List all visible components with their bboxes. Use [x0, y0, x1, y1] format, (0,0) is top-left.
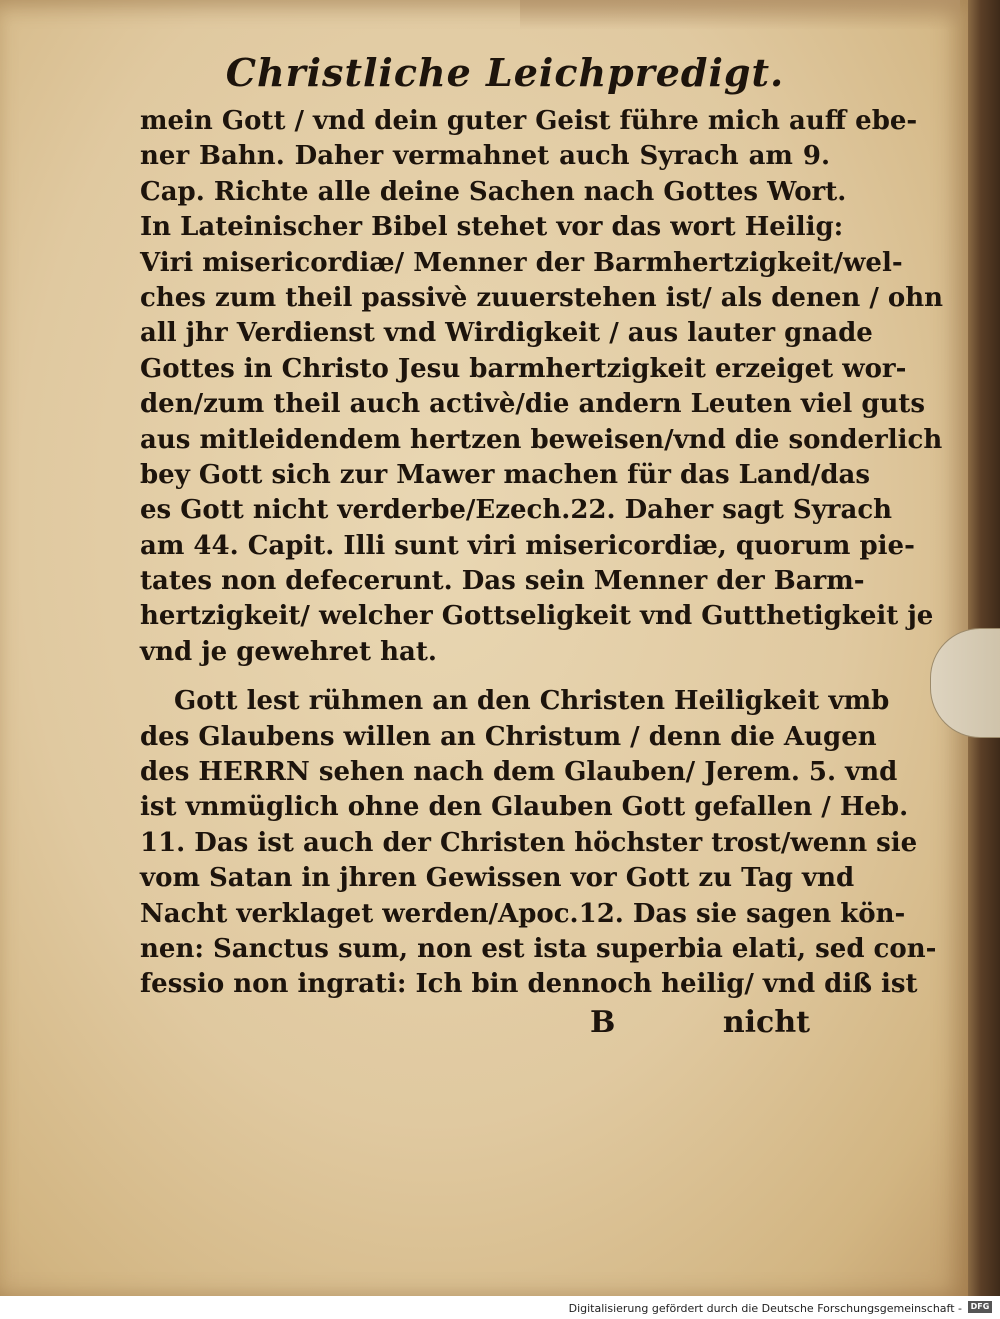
text-line: nen: Sanctus sum, non est ista superbia elati, sed con- — [140, 933, 937, 964]
text-line: tates non defecerunt. Das sein Menner der Barm- — [140, 566, 865, 597]
text-line: bey Gott sich zur Mawer machen für das Land/das — [140, 459, 871, 490]
text-line: aus mitleidendem hertzen beweisen/vnd die sonderlich — [140, 424, 943, 455]
text-line: am 44. Capit. Illi sunt viri misericordiæ, quorum pie- — [140, 530, 915, 561]
text-line: In Lateinischer Bibel stehet vor das wort Heilig: — [140, 212, 844, 243]
text-line: des HERRN sehen nach dem Glauben/ Jerem. 5. vnd — [140, 757, 898, 788]
text-line: Nacht verklaget werden/Apoc.12. Das sie sagen kön- — [140, 898, 906, 929]
text-line: vom Satan in jhren Gewissen vor Gott zu Tag vnd — [140, 863, 855, 894]
text-line: Viri misericordiæ/ Menner der Barmhertzigkeit/wel- — [140, 247, 903, 278]
page-text — [140, 48, 944, 1045]
text-line: ches zum theil passivè zuuerstehen ist/ als denen / ohn — [140, 282, 944, 313]
text-line: es Gott nicht verderbe/Ezech.22. Daher sagt Syrach — [140, 495, 893, 526]
dfg-logo-icon: DFG — [968, 1301, 992, 1313]
paragraph-gap — [140, 670, 830, 684]
text-line: den/zum theil auch activè/die andern Leuten viel guts — [140, 389, 926, 420]
text-line: Gott lest rühmen an den Christen Heiligkeit vmb — [174, 686, 890, 717]
text-line: ner Bahn. Daher vermahnet auch Syrach am 9. — [140, 141, 830, 172]
running-head: Christliche Leichpredigt. — [225, 50, 785, 95]
text-line: des Glaubens willen an Christum / denn die Augen — [140, 721, 877, 752]
footer-bar — [0, 1296, 1000, 1319]
text-line: mein Gott / vnd dein guter Geist führe mich auff ebe- — [140, 106, 918, 136]
text-line: 11. Das ist auch der Christen höchster trost/wenn sie — [140, 827, 918, 858]
text-line: all jhr Verdienst vnd Wirdigkeit / aus lauter gnade — [140, 318, 873, 349]
text-line: Cap. Richte alle deine Sachen nach Gottes Wort. — [140, 176, 847, 207]
text-line: vnd je gewehret hat. — [140, 636, 437, 667]
catchword: nicht — [722, 1004, 810, 1040]
text-line: fessio non ingrati: Ich bin dennoch heilig/ vnd diß ist — [140, 969, 918, 1000]
text-line: ist vnmüglich ohne den Glauben Gott gefallen / Heb. — [140, 792, 909, 823]
text-line: hertzigkeit/ welcher Gottseligkeit vnd Gutthetigkeit je — [140, 601, 934, 632]
text-line: Gottes in Christo Jesu barmhertzigkeit erzeiget wor- — [140, 353, 907, 384]
paper-stain — [520, 0, 960, 30]
catch-line — [140, 1005, 830, 1045]
paragraph-1 — [140, 104, 944, 670]
paragraph-2 — [140, 684, 937, 1003]
signature-mark: B — [590, 1004, 616, 1040]
funding-notice: Digitalisierung gefördert durch die Deutsche Forschungsgemeinschaft - — [568, 1302, 962, 1315]
